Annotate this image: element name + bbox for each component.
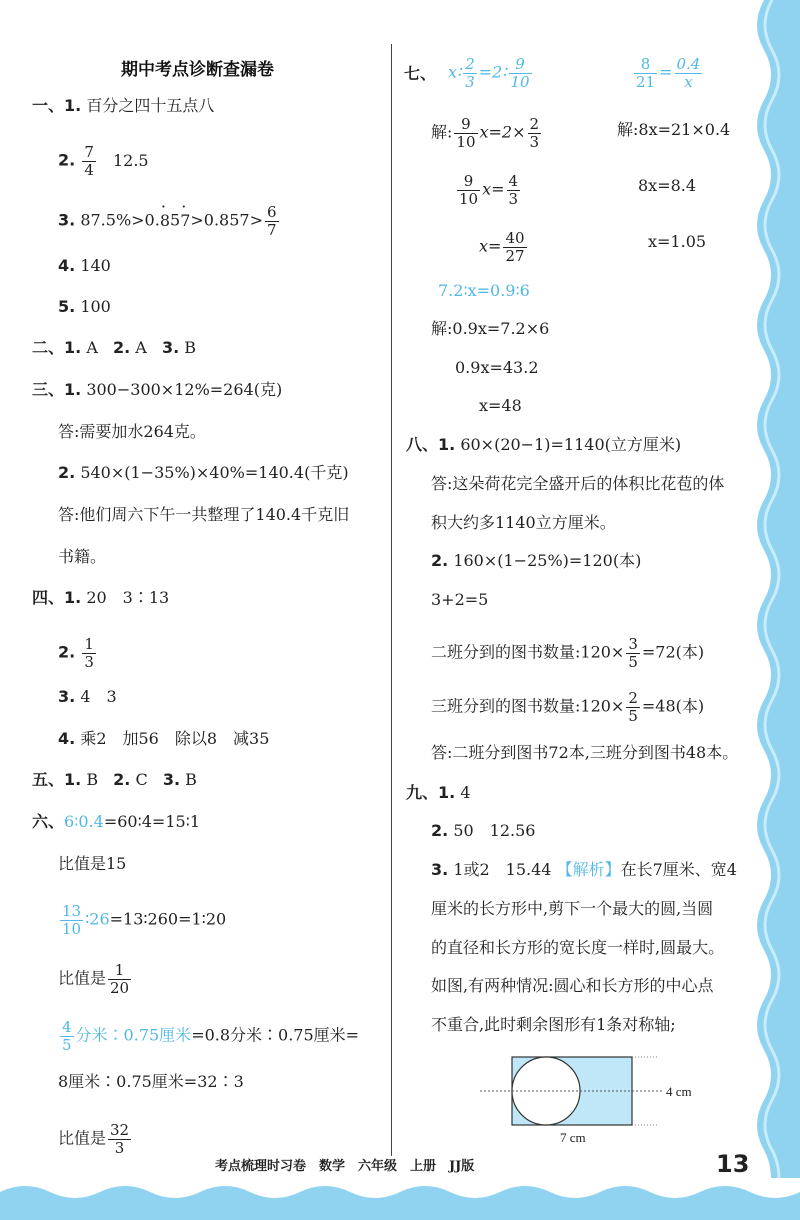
equation-part: x=2× bbox=[479, 122, 526, 142]
fraction: $\frac{13}{10}$ bbox=[62, 902, 82, 938]
simplification: =60∶4=15∶1 bbox=[103, 812, 201, 831]
repeating-digit: · 7 bbox=[180, 211, 190, 230]
answer-value: 1或2 15.44 bbox=[453, 860, 552, 879]
calculation: 160×(1−25%)=120(本) bbox=[453, 551, 642, 570]
fraction: $\frac{8}{21}$ bbox=[636, 55, 656, 91]
question-label: 一、1. bbox=[32, 96, 82, 115]
column-divider bbox=[391, 44, 392, 1156]
fraction: $\frac{2}{3}$ bbox=[465, 55, 475, 91]
answer-6-3-ratio bbox=[58, 1122, 133, 1156]
question-label: 3. bbox=[58, 687, 76, 706]
question-label: 2. bbox=[431, 821, 449, 840]
equals-sign: = bbox=[659, 62, 673, 82]
question-label: 3. bbox=[161, 338, 180, 357]
figure-length-label: 7 cm bbox=[560, 1130, 586, 1145]
question-label: 2. bbox=[112, 338, 131, 357]
answer-2 bbox=[32, 338, 196, 358]
question-label: 九、1. bbox=[406, 783, 456, 802]
answer-1-2 bbox=[58, 144, 149, 178]
fraction: $\frac{4}{3}$ bbox=[508, 172, 519, 208]
fraction: $\frac{1}{3}$ bbox=[84, 635, 94, 671]
answer-3-2-reply-line2: 书籍。 bbox=[58, 547, 107, 566]
calculation: 540×(1−35%)×40%=140.4(千克) bbox=[80, 463, 349, 482]
ratio-prefix: 比值是 bbox=[58, 1128, 107, 1148]
question-label: 六、 bbox=[32, 812, 65, 831]
answer-9-1 bbox=[406, 783, 471, 803]
equation-part: x= bbox=[479, 236, 502, 256]
fraction: $\frac{0.4}{x}$ bbox=[676, 55, 701, 91]
equation-3: 7.2∶x=0.9∶6 bbox=[438, 281, 530, 300]
question-label: 3. bbox=[162, 770, 181, 789]
solve-3-step-2: 0.9x=43.2 bbox=[455, 358, 539, 377]
decorative-wave-border-bottom bbox=[0, 1178, 800, 1220]
analysis-tag: 【解析】 bbox=[556, 860, 621, 879]
solve-2-step-2: 8x=8.4 bbox=[638, 176, 697, 195]
answer-3-1-reply: 答:需要加水264克。 bbox=[58, 422, 206, 441]
question-label: 5. bbox=[58, 297, 76, 316]
choice: A bbox=[135, 338, 147, 357]
comparison-start: 87.5%>0. bbox=[80, 210, 160, 230]
question-label: 4. bbox=[58, 729, 76, 748]
answer-value: 4 3 bbox=[80, 687, 117, 706]
calculation-result: =48(本) bbox=[641, 696, 705, 716]
question-label: 五、1. bbox=[32, 770, 82, 789]
answer-8-2 bbox=[431, 551, 641, 571]
fraction: $\frac{7}{4}$ bbox=[84, 143, 94, 179]
analysis-line-4: 如图,有两种情况:圆心和长方形的中心点 bbox=[431, 976, 714, 995]
answer-3-2-reply-line1: 答:他们周六下午一共整理了140.4千克旧 bbox=[58, 505, 350, 524]
question-label: 2. bbox=[58, 463, 76, 482]
solve-2-result: x=1.05 bbox=[648, 232, 707, 251]
given-ratio: 6∶0.4 bbox=[64, 812, 104, 831]
answer-4-4 bbox=[58, 729, 269, 749]
question-label: 4. bbox=[58, 256, 76, 275]
variable: x bbox=[448, 62, 458, 82]
answer-6-3-continued: 8厘米∶0.75厘米=32∶3 bbox=[58, 1072, 244, 1091]
choice: A bbox=[86, 338, 98, 357]
decorative-wave-border-right bbox=[742, 0, 800, 1220]
answer-3-1 bbox=[32, 380, 282, 400]
answer-8-1 bbox=[406, 435, 681, 455]
solve-3-step-1: 解:0.9x=7.2×6 bbox=[431, 319, 550, 338]
ratio-sign: ∶ bbox=[457, 62, 462, 82]
question-label: 2. bbox=[431, 551, 449, 570]
answer-1-1 bbox=[32, 96, 214, 116]
figure-width-label: 4 cm bbox=[666, 1084, 692, 1099]
simplification: =13∶260=1∶20 bbox=[109, 909, 227, 929]
fraction: $\frac{32}{3}$ bbox=[110, 1121, 130, 1157]
solve-2-step-1: 解:8x=21×0.4 bbox=[617, 120, 731, 139]
answer-text: 百分之四十五点八 bbox=[86, 96, 215, 115]
answer-4-2 bbox=[58, 636, 98, 670]
choice: B bbox=[86, 770, 99, 789]
answer-value: 4 bbox=[460, 783, 471, 802]
equation-2 bbox=[632, 56, 704, 90]
analysis-line-2: 厘米的长方形中,剪下一个最大的圆,当圆 bbox=[431, 899, 714, 918]
answer-6-2 bbox=[58, 903, 226, 937]
answer-9-3 bbox=[431, 860, 737, 880]
answer-8-2-class3 bbox=[431, 690, 704, 724]
fraction: $\frac{6}{7}$ bbox=[267, 203, 277, 239]
answer-1-5 bbox=[58, 297, 111, 317]
answer-6-3 bbox=[58, 1019, 359, 1053]
given-ratio: ∶26 bbox=[85, 909, 110, 929]
answer-value: 乘2 加56 除以8 减35 bbox=[80, 729, 270, 748]
calculation: 60×(20−1)=1140(立方厘米) bbox=[460, 435, 682, 454]
answer-value: 100 bbox=[80, 297, 111, 316]
answer-4-3 bbox=[58, 687, 117, 707]
calculation: 300−300×12%=264(克) bbox=[86, 380, 283, 399]
fraction: $\frac{9}{10}$ bbox=[459, 172, 479, 208]
fraction: $\frac{4}{5}$ bbox=[62, 1018, 72, 1054]
equation-part: =2∶ bbox=[478, 62, 507, 82]
question-label: 八、1. bbox=[406, 435, 456, 454]
equation-part: x= bbox=[482, 179, 505, 199]
solve-3-result: x=48 bbox=[479, 396, 522, 415]
answer-9-2 bbox=[431, 821, 535, 841]
analysis-text: 在长7厘米、宽4 bbox=[620, 860, 737, 879]
fraction: $\frac{3}{5}$ bbox=[628, 635, 638, 671]
page-title: 期中考点诊断查漏卷 bbox=[121, 60, 274, 80]
fraction: $\frac{2}{5}$ bbox=[628, 689, 638, 725]
footer-book-info: 考点梳理时习卷 数学 六年级 上册 JJ版 bbox=[215, 1159, 475, 1174]
answer-7-label bbox=[404, 64, 436, 84]
analysis-line-5: 不重合,此时剩余图形有1条对称轴; bbox=[431, 1015, 676, 1034]
calculation-prefix: 三班分到的图书数量:120× bbox=[431, 696, 625, 716]
middle-digit: 5 bbox=[170, 210, 181, 230]
fraction: $\frac{1}{20}$ bbox=[110, 961, 130, 997]
fraction: $\frac{2}{3}$ bbox=[529, 115, 540, 151]
simplification: =0.8分米∶0.75厘米= bbox=[191, 1025, 360, 1045]
answer-4-1 bbox=[32, 588, 169, 608]
question-label: 3. bbox=[58, 210, 76, 230]
question-label: 四、1. bbox=[32, 588, 82, 607]
choice: B bbox=[185, 770, 197, 789]
solve-prefix: 解: bbox=[431, 122, 453, 142]
answer-value: 50 12.56 bbox=[453, 821, 536, 840]
answer-value: 20 3∶13 bbox=[86, 588, 170, 607]
fraction: $\frac{40}{27}$ bbox=[505, 229, 525, 265]
solve-1-result bbox=[479, 230, 529, 264]
choice: C bbox=[135, 770, 148, 789]
calculation-result: =72(本) bbox=[641, 642, 705, 662]
equation-1 bbox=[448, 56, 534, 90]
question-label: 2. bbox=[58, 150, 76, 170]
solve-1-step-2 bbox=[455, 173, 522, 207]
fraction: $\frac{9}{10}$ bbox=[510, 55, 530, 91]
fraction: $\frac{9}{10}$ bbox=[456, 115, 476, 151]
given-ratio: 分米∶0.75厘米 bbox=[75, 1025, 192, 1045]
answer-8-2-sum: 3+2=5 bbox=[431, 590, 489, 609]
solve-1-step-1 bbox=[431, 116, 543, 150]
question-label: 2. bbox=[58, 642, 76, 662]
answer-6-1-ratio: 比值是15 bbox=[58, 854, 127, 873]
ratio-prefix: 比值是 bbox=[58, 968, 107, 988]
answer-8-1-reply-line2: 积大约多1140立方厘米。 bbox=[431, 513, 616, 532]
answer-8-2-class2 bbox=[431, 636, 704, 670]
analysis-line-3: 的直径和长方形的宽长度一样时,圆最大。 bbox=[431, 938, 725, 957]
answer-6-2-ratio bbox=[58, 962, 133, 996]
question-label: 3. bbox=[431, 860, 449, 879]
choice: B bbox=[184, 338, 197, 357]
repeating-digit: · 8 bbox=[160, 211, 170, 230]
answer-6-1 bbox=[32, 812, 200, 832]
answer-value: 12.5 bbox=[112, 150, 149, 170]
question-label: 三、1. bbox=[32, 380, 82, 399]
calculation-prefix: 二班分到的图书数量:120× bbox=[431, 642, 625, 662]
page-number: 13 bbox=[716, 1150, 750, 1178]
answer-5 bbox=[32, 770, 197, 790]
answer-1-4 bbox=[58, 256, 111, 276]
question-label: 2. bbox=[113, 770, 131, 789]
question-label: 二、1. bbox=[32, 338, 82, 357]
answer-8-1-reply-line1: 答:这朵荷花完全盛开后的体积比花苞的体 bbox=[431, 474, 725, 493]
answer-value: 140 bbox=[80, 256, 111, 275]
comparison-mid: >0.857> bbox=[190, 210, 263, 230]
answer-8-2-reply: 答:二班分到图书72本,三班分到图书48本。 bbox=[431, 743, 739, 762]
question-label: 七、 bbox=[404, 64, 437, 83]
rectangle-circle-figure bbox=[478, 1052, 718, 1147]
answer-1-3 bbox=[58, 204, 281, 238]
answer-3-2 bbox=[58, 463, 349, 483]
